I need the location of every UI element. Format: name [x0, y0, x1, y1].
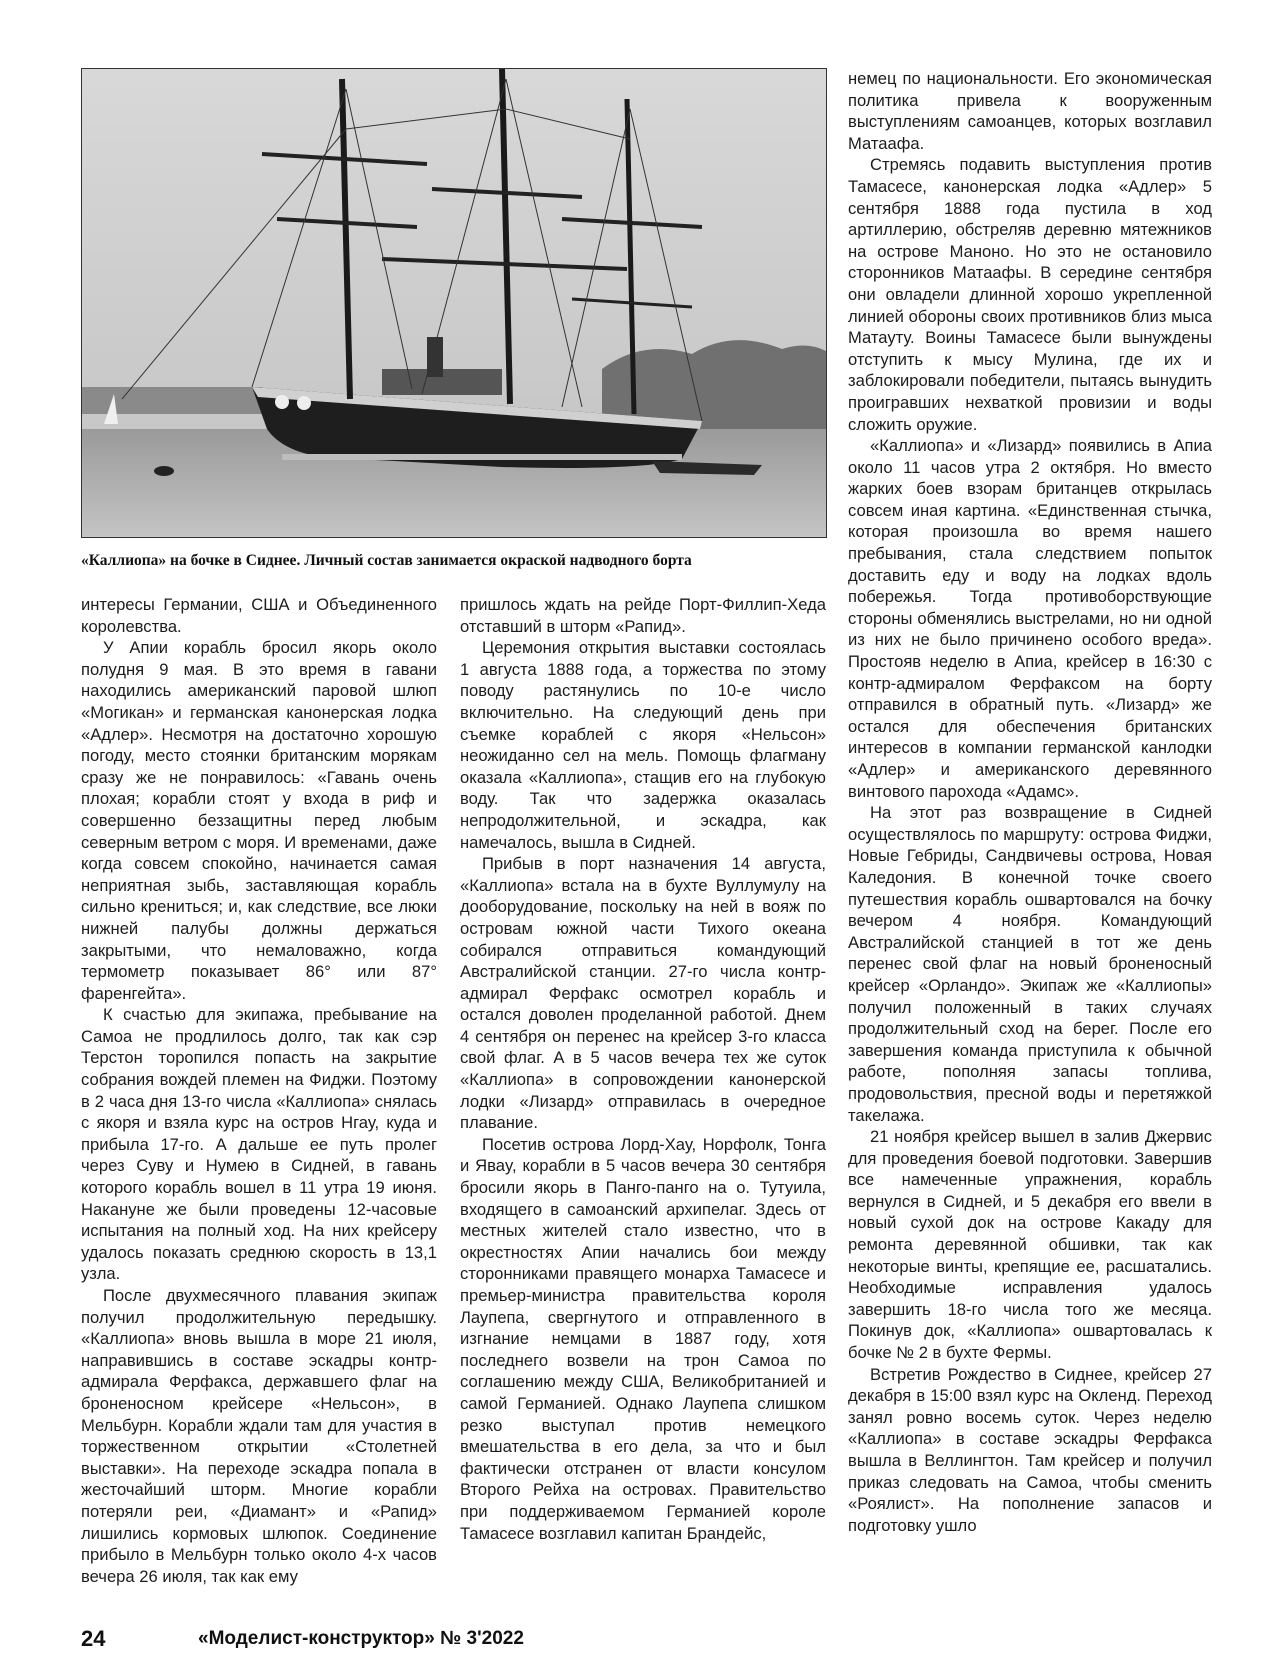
paragraph: пришлось ждать на рейде Порт-Филлип-Хеда отставший в шторм «Рапид». [460, 595, 826, 636]
article-column-3 [848, 68, 1212, 1536]
paragraph: немец по национальности. Его экономическая политика привела к вооруженным выступлениям самоанцев, которых возглавил Матаафа. [848, 69, 1212, 153]
paragraph: Церемония открытия выставки состоялась 1 августа 1888 года, а торжества по этому поводу растянулись по 10-е число включительно. На следующий день при съемке кораблей с якоря «Нельсон» неожиданно сел на мель. Помощь флагману оказала «Каллиопа», стащив его на глубокую воду. Так что задержка оказалась непродолжительной, и эскадра, как намечалось, вышла в Сидней. [460, 638, 826, 852]
paragraph: 21 ноября крейсер вышел в залив Джервис для проведения боевой подготовки. Завершив все намеченные упражнения, корабль вернулся в Сидней, и 5 декабря его ввели в новый сухой док на острове Какаду для ремонта деревянной обшивки, так как некоторые винты, крепящие ее, расшатались. Необходимые исправления удалось завершить 18-го числа того же месяца. Покинув док, «Каллиопа» ошвартовалась к бочке № 2 в бухте Фермы. [848, 1127, 1212, 1363]
paragraph: Посетив острова Лорд-Хау, Норфолк, Тонга и Яваy, корабли в 5 часов вечера 30 сентября бросили якорь в Панго-панго на о. Тутуила, входящего в самоанский архипелаг. Здесь от местных жителей стало известно, что в окрестностях Апии начались бои между сторонниками правящего монарха Тамасесе и премьер-министра правительства короля Лаупепа, свергнутого и отправленного в изгнание немцами в 1887 году, хотя последнего возвели на трон Самоа по соглашению между США, Великобританией и самой Германией. Однако Лаупепа слишком резко выступал против немецкого вмешательства в его дела, за что и был фактически отстранен от власти консулом Второго Рейха на островах. Правительство при поддерживаемом Германией короле Тамасесе возглавил капитан Брандейс, [460, 1134, 826, 1543]
paragraph: Прибыв в порт назначения 14 августа, «Каллиопа» встала на в бухте Вуллумулу на дооборудование, поскольку на ней в вояж по островам южной части Тихого океана собирался отправиться командующий Австралийской станции. 27-го числа контр-адмирал Ферфакс осмотрел корабль и остался доволен проделанной работой. Днем 4 сентября он перенес на крейсер 3-го класса свой флаг. А в 5 часов вечера тех же суток «Каллиопа» в сопровождении канонерской лодки «Лизард» отправилась в очередное плавание. [460, 854, 826, 1133]
ship-photo-image [82, 69, 826, 537]
ship-photo [81, 68, 827, 538]
page-number: 24 [81, 1626, 106, 1651]
paragraph: К счастью для экипажа, пребывание на Самоа не продлилось долго, так как сэр Терстон торопился попасть на закрытие собрания вождей племен на Фиджи. Поэтому в 2 часа дня 13-го числа «Каллиопа» снялась с якоря и взяла курс на остров Нгау, куда и прибыла 17-го. А дальше ее путь пролег через Суву и Нумею в Сидней, в гавань которого корабль вошел в 11 утра 19 июня. Накануне же были проведены 12-часовые испытания на полный ход. На них крейсеру удалось показать среднюю скорость в 13,1 узла. [81, 1005, 437, 1284]
magazine-issue: «Моделист-конструктор» № 3'2022 [198, 1628, 524, 1649]
paragraph: Стремясь подавить выступления против Тамасесе, канонерская лодка «Адлер» 5 сентября 1888 года пустила в ход артиллерию, обстреляв деревню мятежников на острове Маноно. Но это не остановило сторонников Матаафы. В середине сентября они овладели длинной хорошо укрепленной линией обороны своих противников близ мыса Матауту. Воины Тамасесе были вынуждены отступить к мысу Мулина, где их и заблокировали победители, пытаясь вынудить проигравших нехваткой провизии и воды сложить оружие. [848, 155, 1212, 434]
paragraph: интересы Германии, США и Объединенного королевства. [81, 595, 437, 636]
paragraph: «Каллиопа» и «Лизард» появились в Апиа около 11 часов утра 2 октября. Но вместо жарких боев взорам британцев открылась совсем иная картина. «Единственная стычка, которая произошла во время нашего пребывания, стала следствием попыток доставить еду и воду на лодках вдоль побережья. Тогда противоборствующие стороны обменялись выстрелами, но ни одной из них не было причинено особого вреда». Простояв неделю в Апиа, крейсер в 16:30 с контр-адмиралом Ферфаксом на борту отправился в обратный путь. «Лизард» же остался для обеспечения британских интересов в компании германской канлодки «Адлер» и американского деревянного винтового парохода «Адамс». [848, 436, 1212, 801]
article-column-1 [81, 594, 437, 1587]
paragraph: У Апии корабль бросил якорь около полудня 9 мая. В это время в гавани находились американский паровой шлюп «Могикан» и германская канонерская лодка «Адлер». Несмотря на достаточно хорошую погоду, место стоянки британским морякам сразу же не понравилось: «Гавань очень плохая; корабли стоят у входа в риф и совершенно беззащитны перед любым северным ветром с моря. И временами, даже когда совсем спокойно, начинается самая неприятная зыбь, заставляющая корабль сильно крениться; и, как следствие, все люки нижней палубы должны держаться закрытыми, что немаловажно, когда термометр показывает 86° или 87° фаренгейта». [81, 638, 437, 1003]
article-column-2 [460, 594, 826, 1544]
paragraph: Встретив Рождество в Сиднее, крейсер 27 декабря в 15:00 взял курс на Окленд. Переход занял ровно восемь суток. Через неделю «Каллиопа» в составе эскадры Ферфакса вышла в Веллингтон. Там крейсер и получил приказ следовать на Самоа, чтобы сменить «Роялист». На пополнение запасов и подготовку ушло [848, 1364, 1212, 1535]
photo-caption: «Каллиопа» на бочке в Сиднее. Личный состав занимается окраской надводного борта [81, 552, 692, 569]
paragraph: На этот раз возвращение в Сидней осуществлялось по маршруту: острова Фиджи, Новые Гебриды, Сандвичевы острова, Новая Каледония. В конечной точке своего путешествия корабль ошвартовался на бочку вечером 4 ноября. Командующий Австралийской станцией в тот же день перенес свой флаг на новый броненосный крейсер «Орландо». Экипаж же «Каллиопы» получил положенный в таких случаях продолжительный сход на берег. После его завершения команда приступила к обычной работе, пополняя запасы топлива, продовольствия, пресной воды и перетяжкой такелажа. [848, 803, 1212, 1125]
paragraph: После двухмесячного плавания экипаж получил продолжительную передышку. «Каллиопа» вновь вышла в море 21 июля, направившись в составе эскадры контр-адмирала Ферфакса, державшего флаг на броненосном крейсере «Нельсон», в Мельбурн. Корабли ждали там для участия в торжественном открытии «Столетней выставки». На переходе эскадра попала в жесточайший шторм. Многие корабли потеряли реи, «Диамант» и «Рапид» лишились кормовых шлюпок. Соединение прибыло в Мельбурн только около 4-х часов вечера 26 июля, так как ему [81, 1286, 437, 1586]
